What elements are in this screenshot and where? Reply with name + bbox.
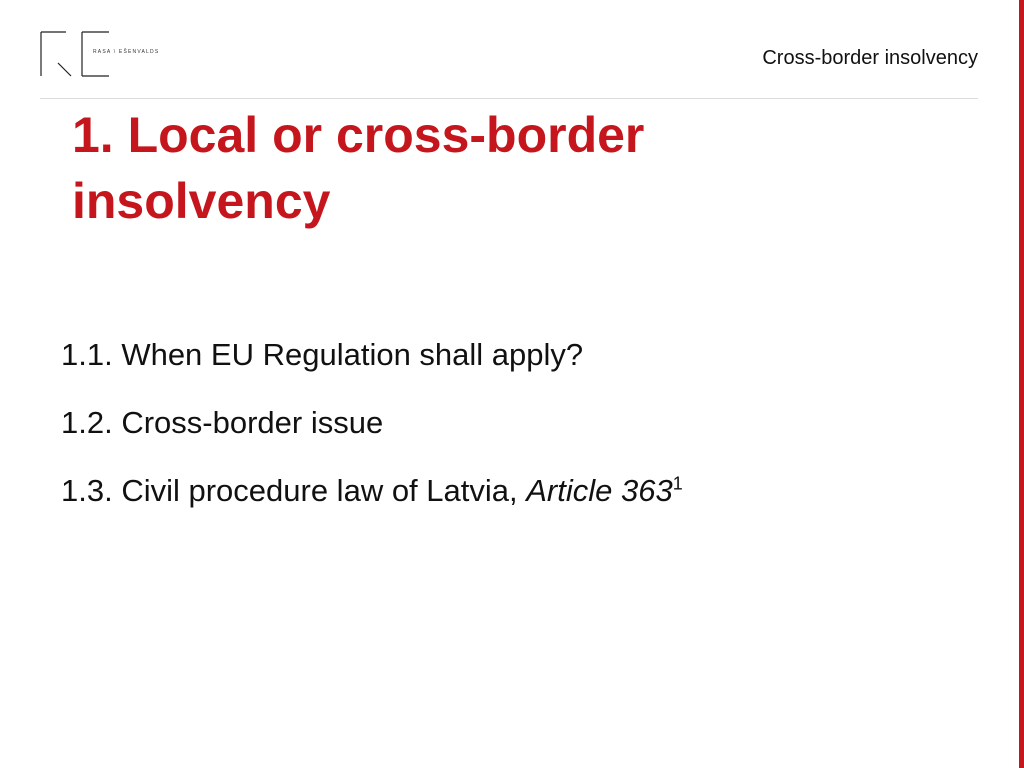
header-title: Cross-border insolvency [762,47,978,69]
agenda-list [61,337,683,541]
article-superscript: 1 [672,473,683,494]
agenda-item-2 [61,405,683,441]
accent-bar [1019,0,1024,768]
agenda-item-text: 1.2. Cross-border issue [61,405,384,440]
agenda-item-3 [61,473,683,509]
article-reference: Article 363 [526,473,673,508]
agenda-item-1 [61,337,683,373]
logo-text: RASA \ EŠENVALDS [93,49,160,55]
agenda-item-text: 1.1. When EU Regulation shall apply? [61,337,584,372]
header-divider [40,98,978,99]
slide-title: 1. Local or cross-border insolvency [72,107,645,229]
agenda-item-text: 1.3. Civil procedure law of Latvia, [61,473,527,508]
firm-logo-icon [40,30,190,80]
